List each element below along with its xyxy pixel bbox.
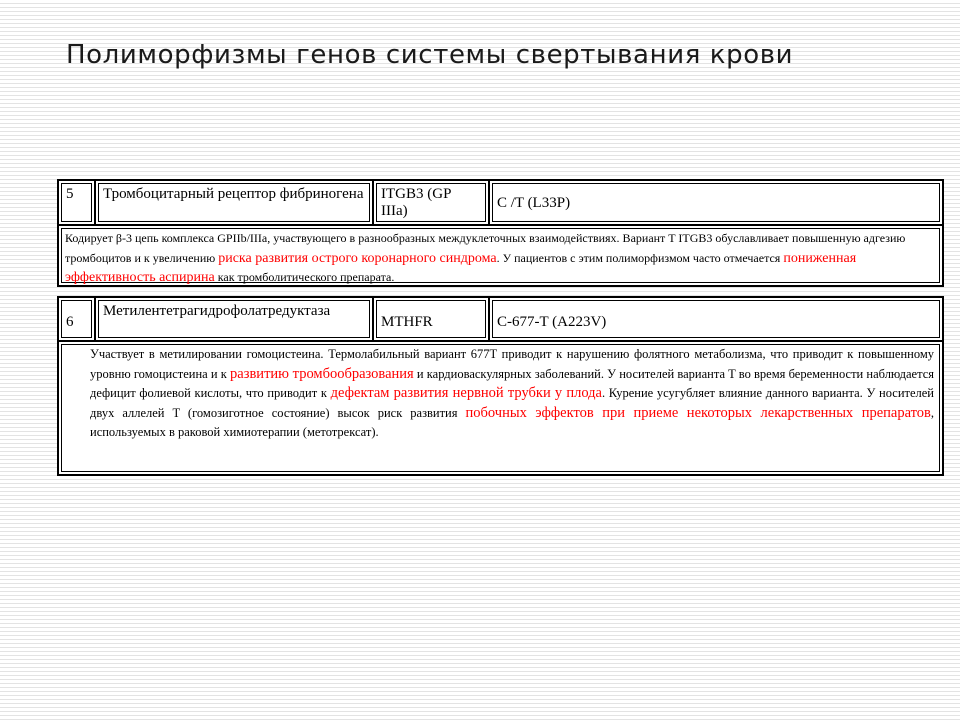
gene-description (61, 228, 940, 283)
gene-variant: C /T (L33P) (492, 183, 940, 222)
gene-symbol: ITGB3 (GP IIIa) (376, 183, 486, 222)
gene-table-mthfr (57, 296, 944, 476)
gene-number: 5 (61, 183, 92, 222)
description-text: Участвует в метилировании гомоцистеина. Термолабильный вариант 677T приводит к нарушению фолятного метаболизма, что приводит к повышенному уровню гомоцистеина и к (90, 347, 934, 381)
description-text: . У пациентов с этим полиморфизмом часто отмечается (496, 250, 784, 265)
highlighted-text: пониженная эффективность аспирина (65, 250, 857, 285)
gene-table-itgb3 (57, 179, 944, 287)
highlighted-text: развитию тромбообразования (230, 365, 414, 382)
highlighted-text: дефектам развития нервной трубки у плода (330, 385, 602, 401)
description-text: и кардиоваскулярных заболеваний. У носителей варианта T во время беременности наблюдается дефицит фолиевой кислоты, что приводит к (90, 366, 934, 400)
gene-number: 6 (61, 300, 92, 338)
gene-variant: C-677-T (A223V) (492, 300, 940, 338)
gene-name: Метилентетрагидрофолатредуктаза (98, 300, 370, 338)
highlighted-text: побочных эффектов при приеме некоторых лекарственных препаратов (465, 404, 931, 421)
page-title: Полиморфизмы генов системы свертывания крови (66, 40, 794, 70)
description-text: Кодирует β-3 цепь комплекса GPIIb/IIIa, участвующего в разнообразных междуклеточных взаимодействиях. Вариант T ITGB3 обуславливает повышенную адгезию тромбоцитов и к увеличению (65, 231, 906, 265)
highlighted-text: риска развития острого коронарного синдрома (218, 250, 497, 266)
gene-name: Тромбоцитарный рецептор фибриногена (98, 183, 370, 222)
gene-symbol: MTHFR (376, 300, 486, 338)
description-text: , используемых в раковой химиотерапии (метотрексат). (90, 405, 935, 439)
gene-description (61, 344, 940, 472)
description-text: . Курение усугубляет влияние данного варианта. У носителей двух аллелей T (гомозиготное состояние) высок риск развития (90, 386, 934, 420)
description-text: как тромболитического препарата. (214, 270, 395, 284)
